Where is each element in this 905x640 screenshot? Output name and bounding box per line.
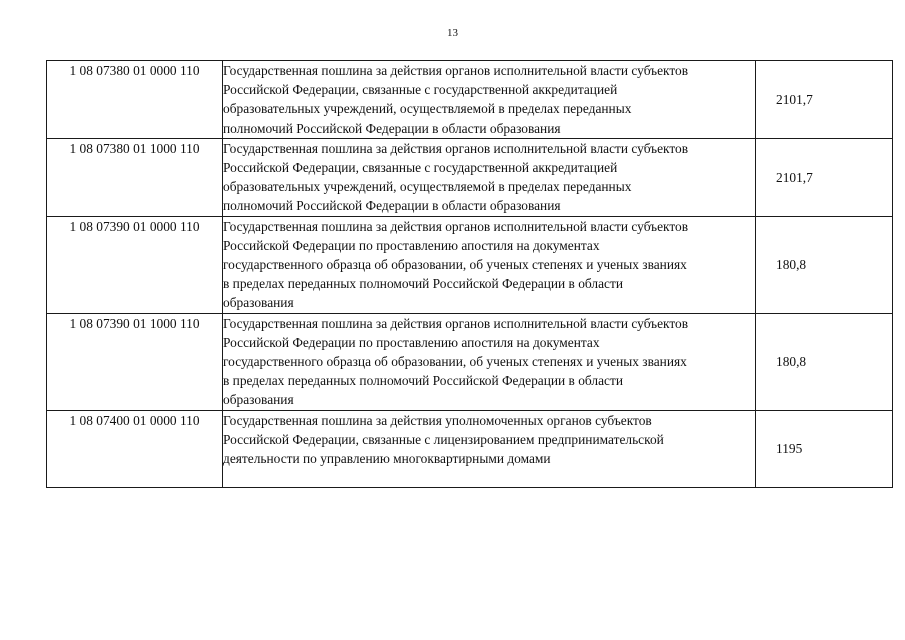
revenue-description [223, 138, 756, 216]
revenue-amount: 1195 [756, 410, 893, 487]
description-line: в пределах переданных полномочий Российской Федерации в области [223, 276, 623, 292]
description-line: деятельности по управлению многоквартирными домами [223, 451, 551, 467]
description-line: образовательных учреждений, осуществляемой в пределах переданных [223, 179, 632, 195]
description-line: Российской Федерации по проставлению апостиля на документах [223, 334, 600, 350]
revenue-amount: 2101,7 [756, 61, 893, 139]
table-row [47, 61, 893, 139]
description-line: в пределах переданных полномочий Российской Федерации в области [223, 373, 623, 389]
revenue-description [223, 410, 756, 487]
revenue-amount: 2101,7 [756, 138, 893, 216]
revenue-amount: 180,8 [756, 216, 893, 313]
revenue-code: 1 08 07390 01 1000 110 [47, 313, 223, 410]
budget-revenue-table [46, 60, 893, 488]
revenue-code: 1 08 07390 01 0000 110 [47, 216, 223, 313]
description-line: Российской Федерации, связанные с государственной аккредитацией [223, 160, 618, 176]
revenue-amount: 180,8 [756, 313, 893, 410]
table-row [47, 313, 893, 410]
revenue-description [223, 216, 756, 313]
description-line: образования [223, 295, 294, 311]
description-line: Государственная пошлина за действия уполномоченных органов субъектов [223, 412, 652, 428]
revenue-code: 1 08 07380 01 0000 110 [47, 61, 223, 139]
revenue-code: 1 08 07400 01 0000 110 [47, 410, 223, 487]
revenue-description [223, 313, 756, 410]
table-row [47, 410, 893, 487]
description-line: образования [223, 392, 294, 408]
description-line: Государственная пошлина за действия органов исполнительной власти субъектов [223, 218, 689, 234]
description-line: образовательных учреждений, осуществляемой в пределах переданных [223, 101, 632, 117]
description-line: полномочий Российской Федерации в области образования [223, 198, 561, 214]
revenue-description [223, 61, 756, 139]
description-line: Государственная пошлина за действия органов исполнительной власти субъектов [223, 63, 689, 78]
page-number: 13 [447, 27, 458, 39]
revenue-code: 1 08 07380 01 1000 110 [47, 138, 223, 216]
description-line: Российской Федерации, связанные с государственной аккредитацией [223, 82, 618, 98]
description-line: государственного образца об образовании, об ученых степенях и ученых званиях [223, 354, 687, 370]
description-line: Государственная пошлина за действия органов исполнительной власти субъектов [223, 315, 689, 331]
description-line: Российской Федерации по проставлению апостиля на документах [223, 237, 600, 253]
description-line: Российской Федерации, связанные с лицензированием предпринимательской [223, 431, 664, 447]
table-row [47, 216, 893, 313]
description-line: государственного образца об образовании, об ученых степенях и ученых званиях [223, 257, 687, 273]
description-line: Государственная пошлина за действия органов исполнительной власти субъектов [223, 140, 689, 156]
description-line: полномочий Российской Федерации в области образования [223, 120, 561, 136]
table-row [47, 138, 893, 216]
